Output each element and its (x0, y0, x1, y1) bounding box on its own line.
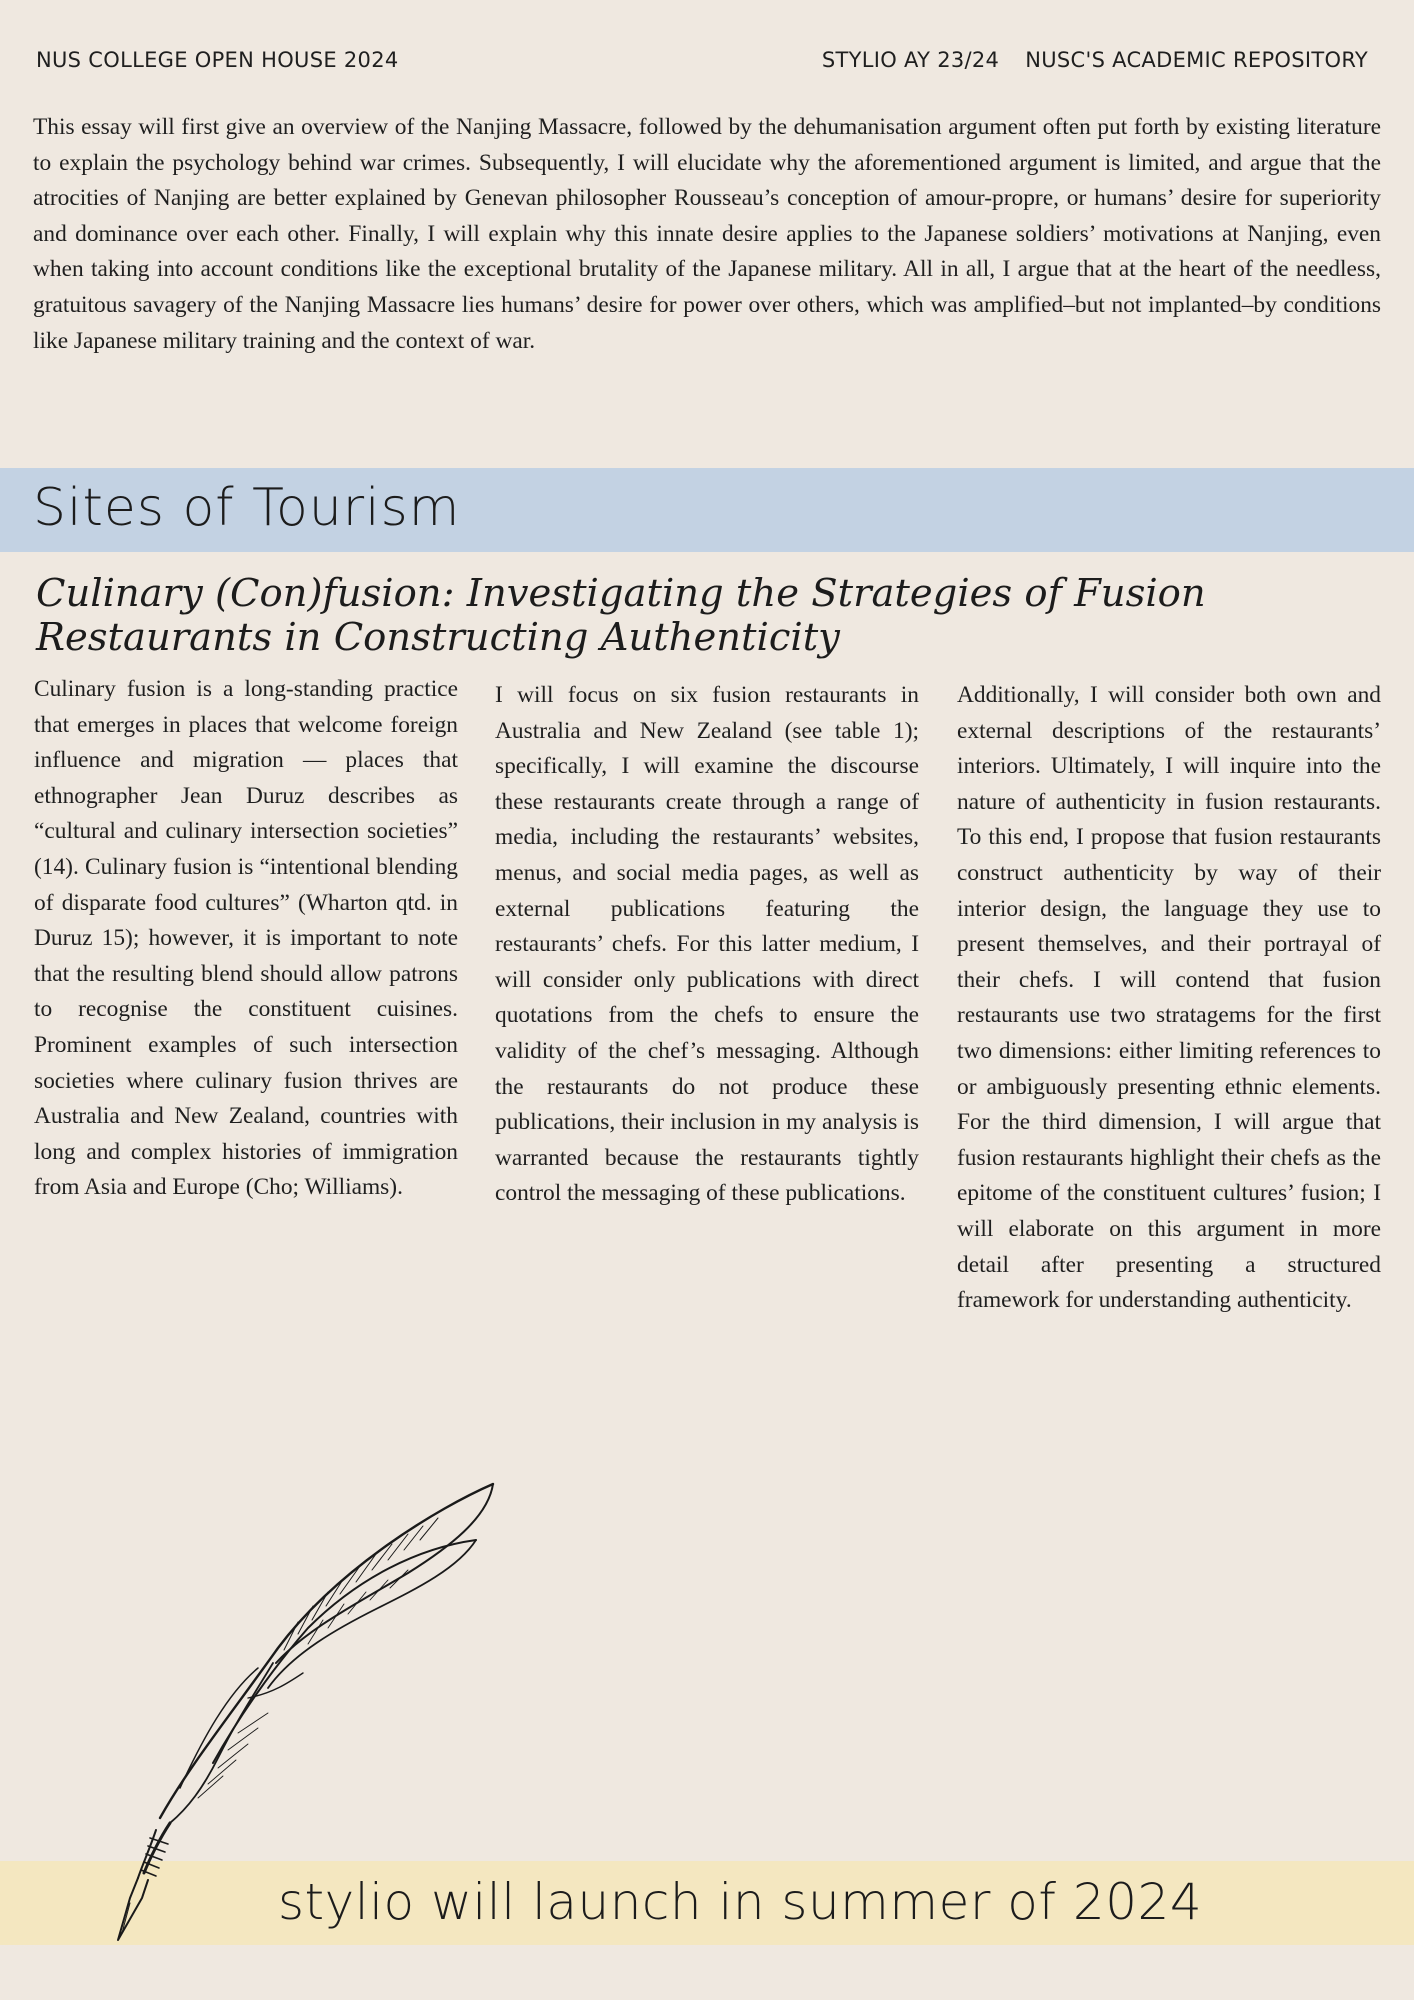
section-banner (0, 468, 1414, 552)
article-column-2: I will focus on six fusion restaurants in Australia and New Zealand (see table 1); specifically, I will examine the discourse these restaurants create through a range of media, including the restaurants’ websites, menus, and social media pages, as well as external publications featuring the restaurants’ chefs. For this latter medium, I will consider only publications with direct quotations from the chefs to ensure the validity of the chef’s messaging. Although the restaurants do not produce these publications, their inclusion in my analysis is warranted because the restaurants tightly control the messaging of these publications. (495, 682, 919, 1207)
header-event-label: NUS COLLEGE OPEN HOUSE 2024 (36, 48, 399, 72)
article-column-1: Culinary fusion is a long-standing practice that emerges in places that welcome foreign influence and migration — places that ethnographer Jean Duruz describes as “cultural and culinary intersection societies” (14). Culinary fusion is “intentional blending of disparate food cultures” (Wharton qtd. in Duruz 15); however, it is important to note that the resulting blend should allow patrons to recognise the constituent cuisines. Prominent examples of such intersection societies where culinary fusion thrives are Australia and New Zealand, countries with long and complex histories of immigration from Asia and Europe (Cho; Williams). (34, 676, 458, 1201)
launch-announcement: stylio will launch in summer of 2024 (278, 1873, 1203, 1931)
intro-paragraph: This essay will first give an overview of the Nanjing Massacre, followed by the dehumanisation argument often put forth by existing literature to explain the psychology behind war crimes. Subsequently, I will elucidate why the aforementioned argument is limited, and argue that the atrocities of Nanjing are better explained by Genevan philosopher Rousseau’s conception of amour-propre, or humans’ desire for superiority and dominance over each other. Finally, I will explain why this innate desire applies to the Japanese soldiers’ motivations at Nanjing, even when taking into account conditions like the exceptional brutality of the Japanese military. All in all, I argue that at the heart of the needless, gratuitous savagery of the Nanjing Massacre lies humans’ desire for power over others, which was amplified–but not implanted–by conditions like Japanese military training and the context of war. (33, 114, 1381, 354)
section-title: Sites of Tourism (33, 478, 461, 538)
quill-pen-icon (108, 1478, 508, 1948)
header-publication-label: STYLIO AY 23/24 (821, 48, 1000, 72)
article-column-3: Additionally, I will consider both own and external descriptions of the restaurants’ interiors. Ultimately, I will inquire into the nature of authenticity in fusion restaurants. To this end, I propose that fusion restaurants construct authenticity by way of their interior design, the language they use to present themselves, and their portrayal of their chefs. I will contend that fusion restaurants use two stratagems for the first two dimensions: either limiting references to or ambiguously presenting ethnic elements. For the third dimension, I will argue that fusion restaurants highlight their chefs as the epitome of the constituent cultures’ fusion; I will elaborate on this argument in more detail after presenting a structured framework for understanding authenticity. (957, 682, 1381, 1314)
header-repository-label: NUSC'S ACADEMIC REPOSITORY (1025, 48, 1368, 72)
page-header (36, 48, 1378, 78)
article-title: Culinary (Con)fusion: Investigating the Strategies of Fusion Restaurants in Constructing Authenticity (36, 571, 1206, 660)
header-right (822, 48, 1368, 72)
